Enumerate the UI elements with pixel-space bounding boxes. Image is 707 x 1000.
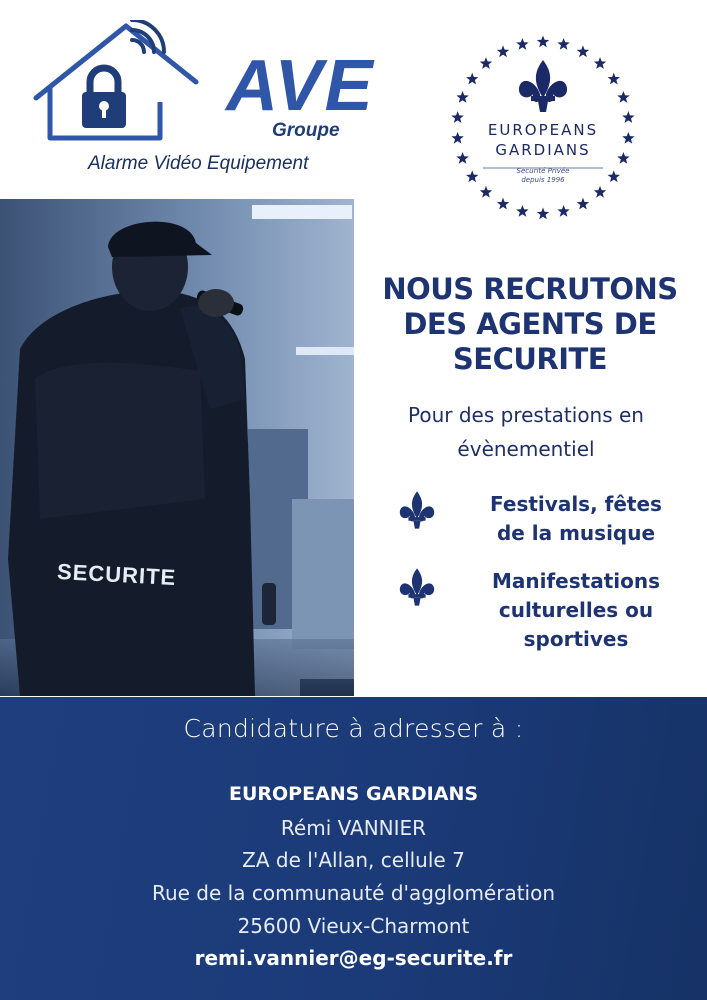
- contact-email-link[interactable]: remi.vannier@eg-securite.fr: [194, 946, 513, 970]
- star-icon: [480, 57, 492, 69]
- bullet-line: Festivals, fêtes: [490, 492, 662, 516]
- star-icon: [497, 198, 509, 210]
- eg-name-line2: GARDIANS: [495, 141, 591, 159]
- bullet-text: [456, 490, 696, 548]
- star-icon: [557, 205, 569, 217]
- bullet-line: sportives: [523, 627, 629, 651]
- jacket-securite-text: SECURITE: [56, 558, 177, 591]
- bullet-line: de la musique: [496, 521, 656, 545]
- star-icon: [516, 205, 528, 217]
- star-icon: [466, 73, 478, 85]
- contact-person: Rémi VANNIER: [280, 816, 427, 840]
- contact-city: 25600 Vieux-Charmont: [237, 914, 470, 938]
- eg-subtitle-line1: Securité Privée: [516, 167, 570, 175]
- star-icon: [537, 208, 549, 220]
- star-icon: [516, 38, 528, 50]
- guard-illustration: [0, 199, 354, 696]
- star-icon: [456, 91, 468, 103]
- star-icon: [577, 198, 589, 210]
- star-icon: [577, 45, 589, 57]
- star-icon: [594, 186, 606, 198]
- title-line2: DES AGENTS DE: [403, 307, 657, 341]
- fleur-de-lis-icon: [519, 60, 567, 112]
- contact-company: EUROPEANS GARDIANS: [228, 783, 479, 805]
- star-icon: [617, 91, 629, 103]
- star-icon: [537, 36, 549, 48]
- subheadline-line2: évènementiel: [457, 437, 595, 461]
- europeans-gardians-logo: [443, 28, 643, 228]
- subheadline-line1: Pour des prestations en: [408, 403, 644, 427]
- star-icon: [608, 73, 620, 85]
- bullet-text: [456, 567, 696, 654]
- fleur-de-lis-icon: [398, 567, 436, 607]
- contact-section: [0, 697, 707, 1000]
- ave-groupe-logo: [28, 20, 408, 185]
- eg-subtitle-line2: depuis 1996: [521, 176, 565, 184]
- title-line1: NOUS RECRUTONS: [382, 272, 678, 306]
- star-icon: [480, 186, 492, 198]
- security-guard-photo: [0, 199, 354, 696]
- contact-address-line1: ZA de l'Allan, cellule 7: [242, 848, 465, 872]
- fleur-de-lis-icon: [398, 490, 436, 530]
- title-line3: SECURITE: [452, 342, 608, 376]
- contact-heading: Candidature à adresser à :: [183, 714, 524, 743]
- star-icon: [557, 38, 569, 50]
- page-title: [360, 272, 700, 377]
- subheadline: [366, 398, 686, 466]
- bullet-line: Manifestations: [491, 569, 661, 593]
- ave-tagline: Alarme Vidéo Equipement: [88, 153, 309, 174]
- ave-groupe-label: Groupe: [272, 120, 340, 141]
- bullet-line: culturelles ou: [498, 598, 654, 622]
- star-icon: [497, 45, 509, 57]
- contact-address-line2: Rue de la communauté d'agglomération: [151, 881, 556, 905]
- star-icon: [594, 57, 606, 69]
- ave-logo-letters: AVE: [226, 46, 375, 126]
- eg-name-line1: EUROPEANS: [487, 121, 599, 139]
